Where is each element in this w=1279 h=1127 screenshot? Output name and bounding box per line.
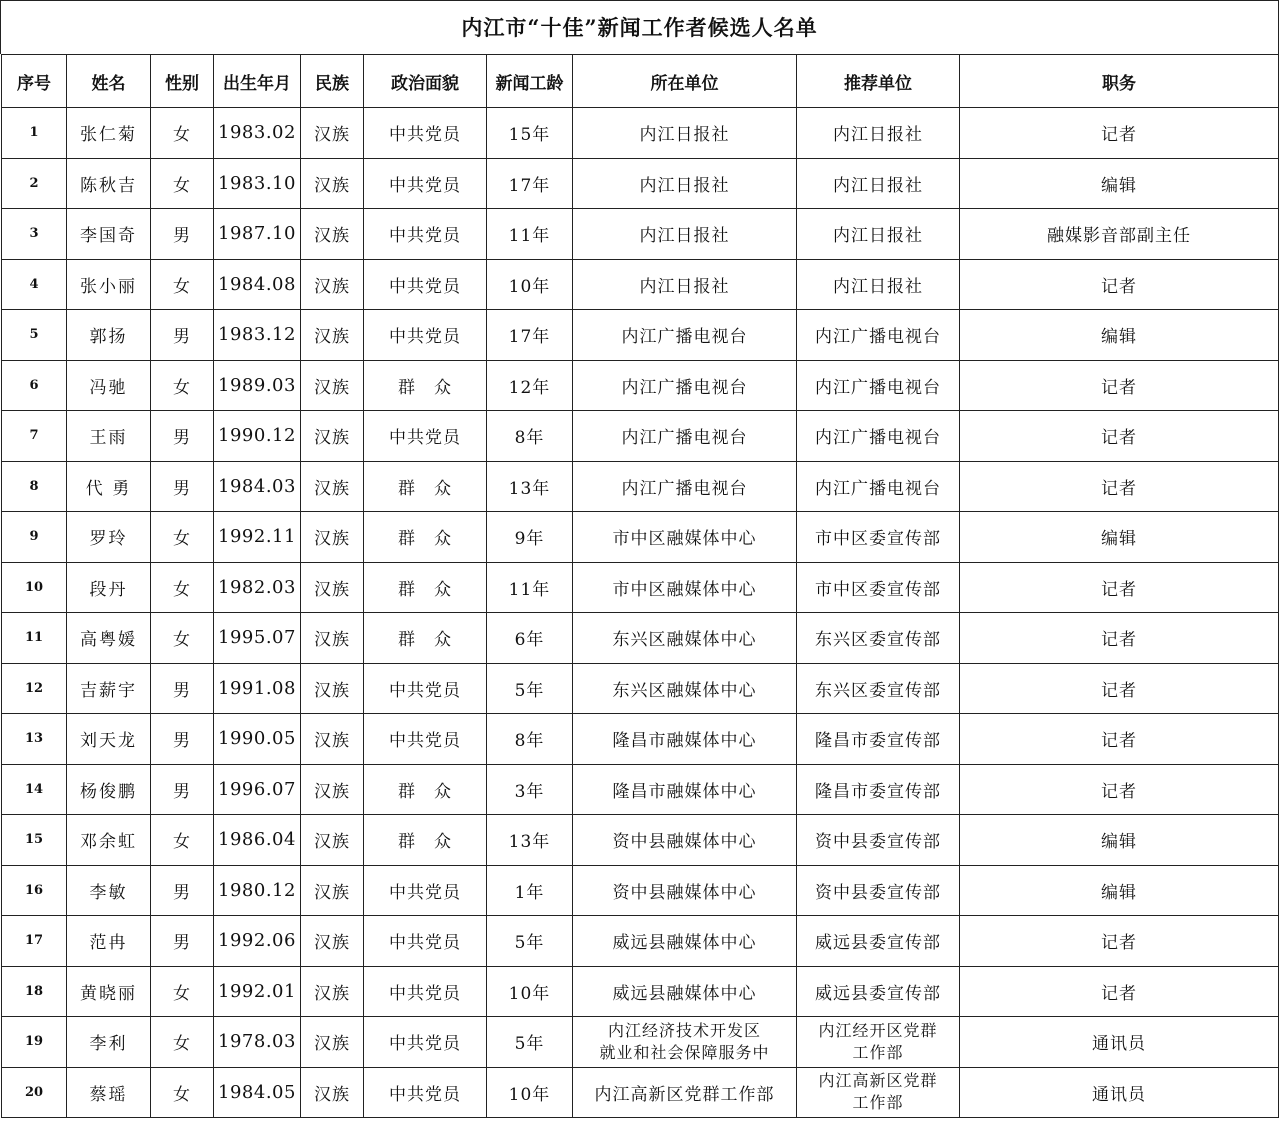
cell-recommending-unit-line: 隆昌市委宣传部 — [815, 781, 941, 802]
cell-name: 邓余虹 — [67, 815, 151, 866]
cell-serial-number: 19 — [2, 1017, 67, 1068]
column-header: 政治面貌 — [364, 55, 487, 108]
cell-serial-number: 16 — [2, 865, 67, 916]
cell-birth-date: 1986.04 — [214, 815, 301, 866]
cell-birth-date: 1990.12 — [214, 411, 301, 462]
cell-gender: 女 — [151, 158, 214, 209]
cell-political-status: 群 众 — [364, 764, 487, 815]
cell-political-status: 中共党员 — [364, 259, 487, 310]
table-row — [2, 259, 1279, 310]
cell-work-unit-line: 内江日报社 — [639, 175, 730, 196]
cell-serial-number: 7 — [2, 411, 67, 462]
cell-serial-number: 14 — [2, 764, 67, 815]
cell-recommending-unit — [797, 461, 960, 512]
cell-work-unit-line: 内江日报社 — [639, 226, 730, 247]
cell-name: 高粤媛 — [67, 613, 151, 664]
cell-gender: 男 — [151, 461, 214, 512]
cell-work-unit — [573, 714, 797, 765]
cell-gender: 女 — [151, 562, 214, 613]
cell-work-unit-line: 内江高新区党群工作部 — [594, 1084, 775, 1105]
cell-ethnicity: 汉族 — [301, 1017, 364, 1068]
cell-ethnicity: 汉族 — [301, 714, 364, 765]
cell-birth-date: 1983.02 — [214, 108, 301, 159]
cell-gender: 男 — [151, 209, 214, 260]
table-row — [2, 966, 1279, 1017]
cell-position: 记者 — [960, 360, 1279, 411]
cell-political-status: 中共党员 — [364, 916, 487, 967]
table-row — [2, 562, 1279, 613]
cell-serial-number: 10 — [2, 562, 67, 613]
table-row — [2, 512, 1279, 563]
cell-recommending-unit — [797, 1067, 960, 1118]
cell-birth-date: 1980.12 — [214, 865, 301, 916]
column-header: 所在单位 — [573, 55, 797, 108]
column-header: 性别 — [151, 55, 214, 108]
cell-news-years: 17年 — [487, 310, 573, 361]
cell-position: 记者 — [960, 562, 1279, 613]
cell-position: 记者 — [960, 916, 1279, 967]
table-row — [2, 1017, 1279, 1068]
cell-work-unit-line: 就业和社会保障服务中 — [599, 1042, 770, 1062]
cell-birth-date: 1982.03 — [214, 562, 301, 613]
cell-birth-date: 1983.10 — [214, 158, 301, 209]
cell-recommending-unit-line: 内江日报社 — [833, 125, 923, 146]
cell-news-years: 1年 — [487, 865, 573, 916]
cell-gender: 女 — [151, 259, 214, 310]
cell-recommending-unit-line: 威远县委宣传部 — [815, 933, 941, 954]
cell-work-unit-line: 内江广播电视台 — [621, 377, 748, 398]
cell-birth-date: 1990.05 — [214, 714, 301, 765]
cell-recommending-unit — [797, 310, 960, 361]
cell-political-status: 中共党员 — [364, 1067, 487, 1118]
table-row — [2, 613, 1279, 664]
cell-work-unit — [573, 512, 797, 563]
cell-recommending-unit-line: 工作部 — [852, 1093, 904, 1113]
cell-news-years: 15年 — [487, 108, 573, 159]
cell-serial-number: 8 — [2, 461, 67, 512]
cell-serial-number: 15 — [2, 815, 67, 866]
cell-serial-number: 13 — [2, 714, 67, 765]
table-row — [2, 663, 1279, 714]
cell-ethnicity: 汉族 — [301, 562, 364, 613]
cell-recommending-unit-line: 内江广播电视台 — [815, 428, 941, 449]
cell-work-unit-line: 市中区融媒体中心 — [612, 529, 757, 550]
cell-recommending-unit — [797, 714, 960, 765]
cell-news-years: 11年 — [487, 209, 573, 260]
cell-ethnicity: 汉族 — [301, 613, 364, 664]
cell-political-status: 中共党员 — [364, 411, 487, 462]
cell-ethnicity: 汉族 — [301, 411, 364, 462]
cell-political-status: 群 众 — [364, 815, 487, 866]
cell-recommending-unit — [797, 966, 960, 1017]
cell-work-unit — [573, 663, 797, 714]
cell-recommending-unit-line: 内江广播电视台 — [815, 377, 941, 398]
cell-recommending-unit-line: 威远县委宣传部 — [815, 983, 941, 1004]
cell-work-unit-line: 内江广播电视台 — [621, 428, 748, 449]
cell-recommending-unit-line: 内江高新区党群 — [818, 1071, 938, 1091]
cell-work-unit-line: 内江经济技术开发区 — [607, 1020, 761, 1040]
cell-ethnicity: 汉族 — [301, 512, 364, 563]
cell-ethnicity: 汉族 — [301, 108, 364, 159]
cell-gender: 女 — [151, 1017, 214, 1068]
cell-birth-date: 1991.08 — [214, 663, 301, 714]
cell-name: 段丹 — [67, 562, 151, 613]
cell-position: 编辑 — [960, 310, 1279, 361]
cell-ethnicity: 汉族 — [301, 815, 364, 866]
candidate-table — [1, 54, 1279, 1118]
cell-birth-date: 1984.08 — [214, 259, 301, 310]
cell-position: 记者 — [960, 663, 1279, 714]
document-title: 内江市“十佳”新闻工作者候选人名单 — [0, 0, 1279, 54]
cell-political-status: 中共党员 — [364, 1017, 487, 1068]
cell-name: 王雨 — [67, 411, 151, 462]
cell-serial-number: 6 — [2, 360, 67, 411]
table-row — [2, 108, 1279, 159]
cell-recommending-unit — [797, 663, 960, 714]
cell-gender: 男 — [151, 764, 214, 815]
cell-gender: 男 — [151, 310, 214, 361]
cell-news-years: 5年 — [487, 663, 573, 714]
cell-name: 范冉 — [67, 916, 151, 967]
cell-recommending-unit-line: 内江广播电视台 — [815, 478, 941, 499]
cell-news-years: 11年 — [487, 562, 573, 613]
cell-work-unit-line: 东兴区融媒体中心 — [612, 630, 757, 651]
cell-recommending-unit — [797, 411, 960, 462]
cell-news-years: 6年 — [487, 613, 573, 664]
cell-birth-date: 1992.11 — [214, 512, 301, 563]
cell-position: 编辑 — [960, 815, 1279, 866]
column-header: 新闻工龄 — [487, 55, 573, 108]
cell-serial-number: 3 — [2, 209, 67, 260]
cell-political-status: 中共党员 — [364, 209, 487, 260]
cell-recommending-unit-line: 市中区委宣传部 — [815, 579, 941, 600]
cell-recommending-unit — [797, 613, 960, 664]
cell-position: 通讯员 — [960, 1067, 1279, 1118]
cell-news-years: 10年 — [487, 259, 573, 310]
cell-gender: 女 — [151, 815, 214, 866]
cell-position: 编辑 — [960, 158, 1279, 209]
table-row — [2, 158, 1279, 209]
cell-gender: 男 — [151, 663, 214, 714]
cell-work-unit — [573, 108, 797, 159]
cell-political-status: 中共党员 — [364, 158, 487, 209]
cell-name: 蔡瑶 — [67, 1067, 151, 1118]
cell-recommending-unit — [797, 764, 960, 815]
cell-work-unit — [573, 562, 797, 613]
cell-recommending-unit-line: 内江日报社 — [833, 175, 923, 196]
cell-political-status: 群 众 — [364, 512, 487, 563]
cell-work-unit — [573, 613, 797, 664]
cell-work-unit-line: 内江广播电视台 — [621, 327, 748, 348]
cell-gender: 男 — [151, 714, 214, 765]
column-header: 姓名 — [67, 55, 151, 108]
cell-name: 李敏 — [67, 865, 151, 916]
column-header: 民族 — [301, 55, 364, 108]
cell-work-unit-line: 威远县融媒体中心 — [612, 983, 757, 1004]
cell-gender: 女 — [151, 966, 214, 1017]
cell-ethnicity: 汉族 — [301, 360, 364, 411]
cell-recommending-unit — [797, 916, 960, 967]
cell-work-unit-line: 内江日报社 — [639, 125, 730, 146]
table-row — [2, 461, 1279, 512]
cell-recommending-unit — [797, 1017, 960, 1068]
cell-birth-date: 1989.03 — [214, 360, 301, 411]
cell-work-unit — [573, 966, 797, 1017]
cell-work-unit-line: 隆昌市融媒体中心 — [612, 781, 757, 802]
cell-work-unit-line: 隆昌市融媒体中心 — [612, 731, 757, 752]
cell-recommending-unit-line: 资中县委宣传部 — [815, 832, 941, 853]
cell-recommending-unit-line: 内江日报社 — [833, 276, 923, 297]
cell-position: 记者 — [960, 764, 1279, 815]
cell-work-unit — [573, 461, 797, 512]
cell-birth-date: 1996.07 — [214, 764, 301, 815]
cell-political-status: 群 众 — [364, 360, 487, 411]
cell-name: 罗玲 — [67, 512, 151, 563]
cell-serial-number: 2 — [2, 158, 67, 209]
table-row — [2, 714, 1279, 765]
cell-recommending-unit — [797, 108, 960, 159]
cell-recommending-unit — [797, 562, 960, 613]
cell-recommending-unit-line: 东兴区委宣传部 — [815, 630, 941, 651]
cell-work-unit — [573, 865, 797, 916]
cell-recommending-unit — [797, 259, 960, 310]
cell-recommending-unit-line: 东兴区委宣传部 — [815, 680, 941, 701]
cell-gender: 男 — [151, 916, 214, 967]
cell-serial-number: 5 — [2, 310, 67, 361]
cell-birth-date: 1978.03 — [214, 1017, 301, 1068]
cell-name: 吉薪宇 — [67, 663, 151, 714]
cell-news-years: 17年 — [487, 158, 573, 209]
cell-political-status: 群 众 — [364, 613, 487, 664]
cell-ethnicity: 汉族 — [301, 310, 364, 361]
cell-recommending-unit-line: 工作部 — [852, 1042, 904, 1062]
cell-birth-date: 1992.06 — [214, 916, 301, 967]
cell-birth-date: 1983.12 — [214, 310, 301, 361]
table-row — [2, 209, 1279, 260]
cell-news-years: 12年 — [487, 360, 573, 411]
cell-political-status: 中共党员 — [364, 714, 487, 765]
cell-news-years: 13年 — [487, 461, 573, 512]
cell-position: 通讯员 — [960, 1017, 1279, 1068]
cell-ethnicity: 汉族 — [301, 966, 364, 1017]
cell-birth-date: 1987.10 — [214, 209, 301, 260]
cell-position: 记者 — [960, 613, 1279, 664]
table-row — [2, 360, 1279, 411]
cell-ethnicity: 汉族 — [301, 1067, 364, 1118]
cell-position: 记者 — [960, 461, 1279, 512]
cell-political-status: 中共党员 — [364, 663, 487, 714]
cell-work-unit — [573, 1067, 797, 1118]
cell-position: 记者 — [960, 259, 1279, 310]
cell-news-years: 9年 — [487, 512, 573, 563]
cell-work-unit — [573, 209, 797, 260]
cell-recommending-unit-line: 资中县委宣传部 — [815, 882, 941, 903]
cell-news-years: 13年 — [487, 815, 573, 866]
cell-name: 李利 — [67, 1017, 151, 1068]
cell-recommending-unit — [797, 512, 960, 563]
cell-news-years: 5年 — [487, 916, 573, 967]
cell-position: 融媒影音部副主任 — [960, 209, 1279, 260]
cell-ethnicity: 汉族 — [301, 461, 364, 512]
table-row — [2, 310, 1279, 361]
cell-gender: 女 — [151, 613, 214, 664]
cell-work-unit — [573, 815, 797, 866]
cell-birth-date: 1992.01 — [214, 966, 301, 1017]
table-header-row — [2, 55, 1279, 108]
cell-recommending-unit — [797, 209, 960, 260]
cell-serial-number: 1 — [2, 108, 67, 159]
cell-name: 李国奇 — [67, 209, 151, 260]
cell-work-unit — [573, 158, 797, 209]
cell-work-unit-line: 市中区融媒体中心 — [612, 579, 757, 600]
cell-gender: 女 — [151, 108, 214, 159]
cell-recommending-unit-line: 内江广播电视台 — [815, 327, 941, 348]
cell-news-years: 10年 — [487, 1067, 573, 1118]
cell-work-unit-line: 威远县融媒体中心 — [612, 933, 757, 954]
cell-birth-date: 1984.05 — [214, 1067, 301, 1118]
cell-birth-date: 1995.07 — [214, 613, 301, 664]
cell-serial-number: 9 — [2, 512, 67, 563]
cell-name: 张仁菊 — [67, 108, 151, 159]
column-header: 序号 — [2, 55, 67, 108]
cell-name: 刘天龙 — [67, 714, 151, 765]
cell-work-unit-line: 资中县融媒体中心 — [612, 882, 757, 903]
cell-position: 记者 — [960, 411, 1279, 462]
cell-work-unit — [573, 259, 797, 310]
cell-ethnicity: 汉族 — [301, 209, 364, 260]
cell-political-status: 中共党员 — [364, 865, 487, 916]
cell-work-unit-line: 内江广播电视台 — [621, 478, 748, 499]
cell-gender: 女 — [151, 1067, 214, 1118]
cell-work-unit-line: 内江日报社 — [639, 276, 730, 297]
cell-work-unit-line: 资中县融媒体中心 — [612, 832, 757, 853]
cell-work-unit — [573, 310, 797, 361]
cell-recommending-unit-line: 内江经开区党群 — [818, 1020, 938, 1040]
table-row — [2, 764, 1279, 815]
cell-ethnicity: 汉族 — [301, 158, 364, 209]
cell-gender: 男 — [151, 865, 214, 916]
cell-work-unit — [573, 916, 797, 967]
table-row — [2, 1067, 1279, 1118]
cell-gender: 女 — [151, 512, 214, 563]
cell-political-status: 中共党员 — [364, 310, 487, 361]
cell-serial-number: 12 — [2, 663, 67, 714]
cell-gender: 女 — [151, 360, 214, 411]
cell-name: 郭扬 — [67, 310, 151, 361]
cell-recommending-unit — [797, 360, 960, 411]
cell-position: 编辑 — [960, 512, 1279, 563]
cell-recommending-unit — [797, 158, 960, 209]
cell-political-status: 中共党员 — [364, 108, 487, 159]
table-row — [2, 815, 1279, 866]
cell-work-unit — [573, 764, 797, 815]
cell-ethnicity: 汉族 — [301, 663, 364, 714]
table-row — [2, 865, 1279, 916]
cell-recommending-unit-line: 市中区委宣传部 — [815, 529, 941, 550]
cell-name: 陈秋吉 — [67, 158, 151, 209]
cell-political-status: 中共党员 — [364, 966, 487, 1017]
cell-position: 记者 — [960, 966, 1279, 1017]
table-row — [2, 411, 1279, 462]
table-body — [2, 108, 1279, 1118]
cell-gender: 男 — [151, 411, 214, 462]
cell-work-unit — [573, 411, 797, 462]
cell-name: 代 勇 — [67, 461, 151, 512]
cell-serial-number: 18 — [2, 966, 67, 1017]
cell-serial-number: 4 — [2, 259, 67, 310]
cell-recommending-unit — [797, 815, 960, 866]
cell-recommending-unit — [797, 865, 960, 916]
cell-serial-number: 11 — [2, 613, 67, 664]
cell-news-years: 10年 — [487, 966, 573, 1017]
table-row — [2, 916, 1279, 967]
cell-political-status: 群 众 — [364, 461, 487, 512]
cell-recommending-unit-line: 隆昌市委宣传部 — [815, 731, 941, 752]
cell-news-years: 3年 — [487, 764, 573, 815]
cell-serial-number: 17 — [2, 916, 67, 967]
cell-position: 记者 — [960, 108, 1279, 159]
cell-work-unit-line: 东兴区融媒体中心 — [612, 680, 757, 701]
column-header: 推荐单位 — [797, 55, 960, 108]
cell-name: 冯驰 — [67, 360, 151, 411]
cell-ethnicity: 汉族 — [301, 764, 364, 815]
cell-serial-number: 20 — [2, 1067, 67, 1118]
cell-news-years: 8年 — [487, 714, 573, 765]
cell-name: 张小丽 — [67, 259, 151, 310]
cell-name: 黄晓丽 — [67, 966, 151, 1017]
column-header: 出生年月 — [214, 55, 301, 108]
cell-ethnicity: 汉族 — [301, 259, 364, 310]
cell-news-years: 8年 — [487, 411, 573, 462]
column-header: 职务 — [960, 55, 1279, 108]
cell-birth-date: 1984.03 — [214, 461, 301, 512]
cell-name: 杨俊鹏 — [67, 764, 151, 815]
cell-ethnicity: 汉族 — [301, 916, 364, 967]
cell-work-unit — [573, 1017, 797, 1068]
cell-position: 编辑 — [960, 865, 1279, 916]
cell-ethnicity: 汉族 — [301, 865, 364, 916]
cell-work-unit — [573, 360, 797, 411]
cell-position: 记者 — [960, 714, 1279, 765]
cell-recommending-unit-line: 内江日报社 — [833, 226, 923, 247]
cell-news-years: 5年 — [487, 1017, 573, 1068]
cell-political-status: 群 众 — [364, 562, 487, 613]
